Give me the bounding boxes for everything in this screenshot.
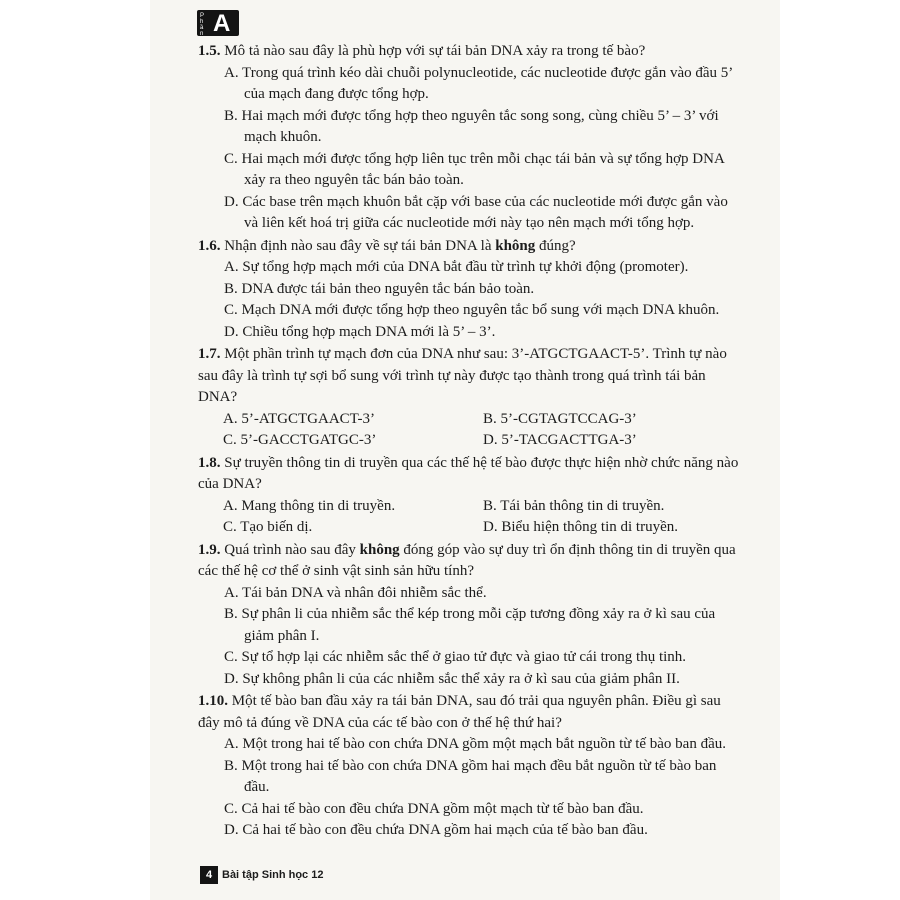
question-text: Mô tả nào sau đây là phù hợp với sự tái bản DNA xảy ra trong tế bào? [220,43,646,59]
book-title: Bài tập Sinh học 12 [222,869,324,882]
question-text: Một phần trình tự mạch đơn của DNA như sau: 3’-ATGCTGAACT-5’. Trình tự nào sau đây là trình tự sợi bổ sung với trình tự này được tạo thành trong quá trình tái bản DNA? [198,346,727,405]
option-row [198,430,743,452]
question-number: 1.10. [198,693,228,709]
question-1-5 [198,41,743,235]
question-stem [198,236,743,258]
question-text: Một tế bào ban đầu xảy ra tái bản DNA, sau đó trải qua nguyên phân. Điều gì sau đây mô tả đúng về DNA của các tế bào con ở thế hệ thứ hai? [198,693,721,731]
question-stem [198,540,743,583]
question-stem [198,691,743,734]
question-text: Sự truyền thông tin di truyền qua các thế hệ tế bào được thực hiện nhờ chức năng nào của DNA? [198,454,739,492]
question-list [198,40,743,842]
option-a: A. Mang thông tin di truyền. [223,497,396,514]
question-1-6 [198,236,743,344]
option-b: B. Hai mạch mới được tổng hợp theo nguyên tắc song song, cùng chiều 5’ – 3’ với mạch khuôn. [224,107,719,145]
question-text-before: Quá trình nào sau đây [220,541,360,558]
section-tab-small-label: Phần [200,13,205,37]
option-d: D. Biểu hiện thông tin di truyền. [483,519,678,535]
question-1-8 [198,453,743,539]
option-d: D. Sự không phân li của các nhiễm sắc thể xảy ra ở kì sau của giảm phân II. [224,670,680,687]
question-stem [198,344,743,409]
section-tab [197,10,239,36]
question-number: 1.8. [198,454,221,471]
option-c: C. Mạch DNA mới được tổng hợp theo nguyên tắc bổ sung với mạch DNA khuôn. [224,302,720,318]
question-number: 1.7. [198,346,221,362]
option-row [198,409,743,431]
option-d: D. Chiều tổng hợp mạch DNA mới là 5’ – 3’. [224,323,496,340]
option-b: B. Tái bản thông tin di truyền. [483,497,665,514]
section-tab-letter: A [213,10,231,37]
option-a: A. Một trong hai tế bào con chứa DNA gồm một mạch bắt nguồn từ tế bào ban đầu. [224,736,726,752]
option-b: B. Sự phân li của nhiễm sắc thể kép trong mỗi cặp tương đồng xảy ra ở kì sau của giảm phân I. [224,606,716,644]
option-a: A. Sự tổng hợp mạch mới của DNA bắt đầu từ trình tự khởi động (promoter). [224,259,689,275]
option-d: D. Các base trên mạch khuôn bắt cặp với base của các nucleotide mới được gắn vào và liên kết hoá trị giữa các nucleotide mới này tạo nên mạch mới tổng hợp. [224,193,728,231]
option-c: C. Cả hai tế bào con đều chứa DNA gồm một mạch từ tế bào ban đầu. [224,800,644,817]
question-1-9 [198,540,743,691]
question-stem [198,453,743,496]
option-c: C. Sự tổ hợp lại các nhiễm sắc thể ở giao tử đực và giao tử cái trong thụ tinh. [224,649,687,665]
option-a: A. Trong quá trình kéo dài chuỗi polynucleotide, các nucleotide được gắn vào đầu 5’ của mạch đang được tổng hợp. [224,64,733,102]
option-c: C. Tạo biến dị. [223,519,313,535]
option-c: C. 5’-GACCTGATGC-3’ [223,432,377,448]
page-number: 4 [200,866,218,884]
question-text-emphasis: không [359,541,400,558]
question-text-after: đúng? [535,237,576,254]
option-c: C. Hai mạch mới được tổng hợp liên tục trên mỗi chạc tái bản và sự tổng hợp DNA xảy ra theo nguyên tắc bán bảo toàn. [224,150,724,188]
page-footer [200,866,323,884]
question-1-10 [198,691,743,842]
option-row [198,496,743,518]
option-d: D. 5’-TACGACTTGA-3’ [483,432,637,448]
question-number: 1.5. [198,43,221,59]
question-1-7 [198,344,743,452]
question-text-after: đóng góp vào sự duy trì ổn định thông tin di truyền qua các thế hệ cơ thể ở sinh vật sinh sản hữu tính? [198,541,736,579]
option-a: A. 5’-ATGCTGAACT-3’ [223,410,375,427]
question-number: 1.9. [198,541,221,558]
option-b: B. 5’-CGTAGTCCAG-3’ [483,410,637,427]
option-d: D. Cả hai tế bào con đều chứa DNA gồm hai mạch của tế bào ban đầu. [224,822,648,838]
option-b: B. DNA được tái bản theo nguyên tắc bán bảo toàn. [224,280,535,297]
question-text-emphasis: không [495,237,536,254]
option-a: A. Tái bản DNA và nhân đôi nhiễm sắc thể. [224,584,487,601]
question-stem [198,41,743,63]
option-b: B. Một trong hai tế bào con chứa DNA gồm hai mạch đều bắt nguồn từ tế bào ban đầu. [224,757,717,795]
question-number: 1.6. [198,237,221,254]
question-text-before: Nhận định nào sau đây về sự tái bản DNA là [220,237,496,254]
option-row [198,517,743,539]
